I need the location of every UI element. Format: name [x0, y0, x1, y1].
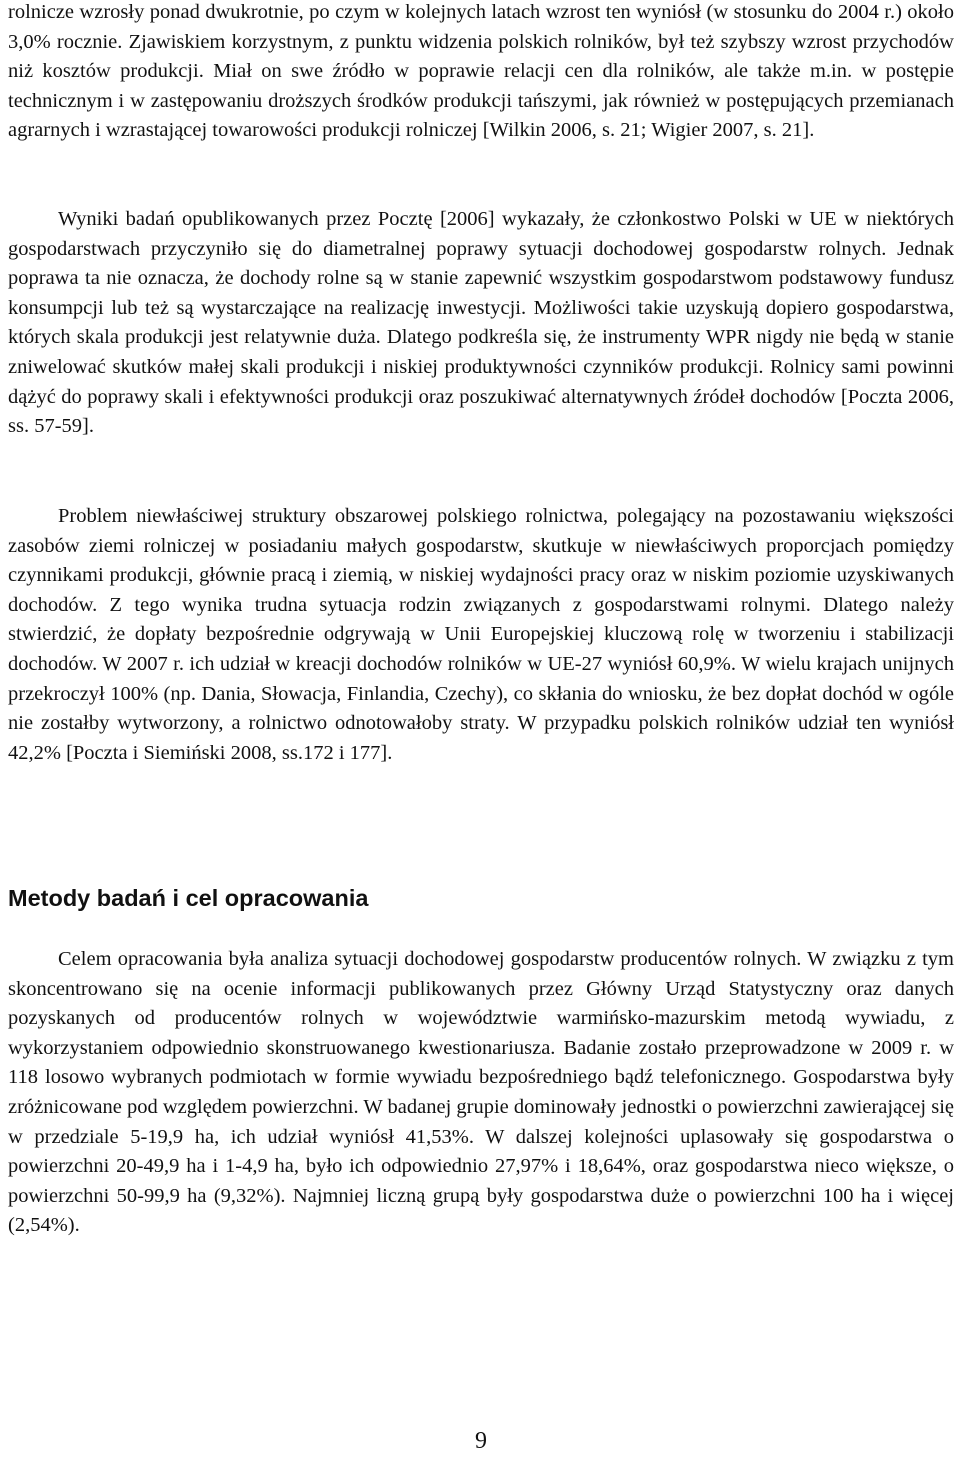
section-paragraph: Celem opracowania była analiza sytuacji dochodowej gospodarstw producentów rolnych. W związku z tym skoncentrowano się na ocenie informacji publikowanych przez Główny Urząd Statystyczny oraz danych pozyskanych od producentów rolnych w województwie warmińsko-mazurskim metodą wywiadu, z wykorzystaniem odpowiednio skonstruowanego kwestionariusza. Badanie zostało przeprowadzone w 2009 r. w 118 losowo wybranych podmiotach w formie wywiadu bezpośredniego bądź telefonicznego. Gospodarstwa były zróżnicowane pod względem powierzchni. W badanej grupie dominowały jednostki o powierzchni zawierającej się w przedziale 5-19,9 ha, ich udział wyniósł 41,53%. W dalszej kolejności uplasowały się gospodarstwa o powierzchni 20-49,9 ha i 1-4,9 ha, było ich odpowiednio 27,97% i 18,64%, oraz gospodarstwa nieco większe, o powierzchni 50-99,9 ha (9,32%). Najmniej liczną grupą były gospodarstwa duże o powierzchni 100 ha i więcej (2,54%).: [8, 948, 954, 1237]
body-paragraph-continued: rolnicze wzrosły ponad dwukrotnie, po czym w kolejnych latach wzrost ten wyniósł (w stosunku do 2004 r.) około 3,0% rocznie. Zjawiskiem korzystnym, z punktu widzenia polskich rolników, był też szybszy wzrost przychodów niż kosztów produkcji. Miał on swe źródło w poprawie relacji cen dla rolników, ale także m.in. w postępie technicznym i w zastępowaniu droższych środków produkcji tańszymi, jak również w postępujących przemianach agrarnych i wzrastającej towarowości produkcji rolniczej [Wilkin 2006, s. 21; Wigier 2007, s. 21].: [8, 1, 954, 142]
body-paragraph: Problem niewłaściwej struktury obszarowej polskiego rolnictwa, polegający na pozostawaniu większości zasobów ziemi rolniczej w posiadaniu małych gospodarstw, skutkuje w niewłaściwych proporcjach pomiędzy czynnikami produkcji, głównie pracą i ziemią, w niskiej wydajności pracy oraz w niskim poziomie uzyskiwanych dochodów. Z tego wynika trudna sytuacja rodzin związanych z gospodarstwami rolnymi. Dlatego należy stwierdzić, że dopłaty bezpośrednie odgrywają w Unii Europejskiej kluczową rolę w tworzeniu i stabilizacji dochodów. W 2007 r. ich udział w kreacji dochodów rolników w UE-27 wyniósł 60,9%. W wielu krajach unijnych przekroczył 100% (np. Dania, Słowacja, Finlandia, Czechy), co skłania do wniosku, że bez dopłat dochód w ogóle nie zostałby wytworzony, a rolnictwo odnotowałoby straty. W przypadku polskich rolników udział ten wyniósł 42,2% [Poczta i Siemiński 2008, ss.172 i 177].: [8, 505, 954, 764]
page-number: 9: [475, 1428, 487, 1454]
body-paragraph: Wyniki badań opublikowanych przez Pocztę [2006] wykazały, że członkostwo Polski w UE w niektórych gospodarstwach przyczyniło się do diametralnej poprawy sytuacji dochodowej gospodarstw rolnych. Jednak poprawa ta nie oznacza, że dochody rolne są w stanie zapewnić wszystkim gospodarstwom podstawowy fundusz konsumpcji lub też są wystarczające na realizację inwestycji. Możliwości takie uzyskują dopiero gospodarstwa, których skala produkcji jest relatywnie duża. Dlatego podkreśla się, że instrumenty WPR nigdy nie będą w stanie zniwelować skutków małej skali produkcji i niskiej produktywności czynników produkcji. Rolnicy sami powinni dążyć do poprawy skali i efektywności produkcji oraz poszukiwać alternatywnych źródeł dochodów [Poczta 2006, ss. 57-59].: [8, 208, 954, 438]
document-page: [8, 0, 954, 1460]
section-heading: Metody badań i cel opracowania: [8, 885, 369, 911]
